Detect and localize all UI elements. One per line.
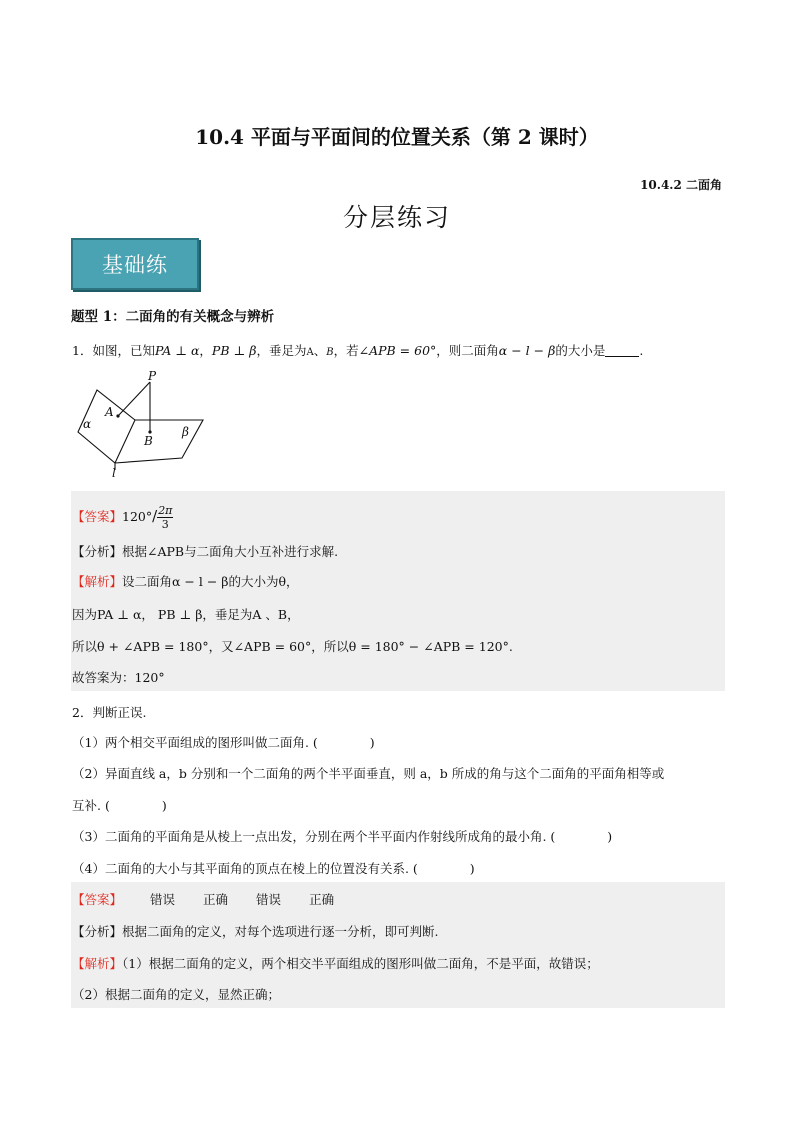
answer-2-2: 正确 [203,892,229,907]
answer-1-line: 【答案】120°/ $\frac{2\pi}{3}$ [72,504,173,531]
question-2-item-2a: （2）异面直线 a，b 分别和一个二面角的两个半平面垂直，则 a，b 所成的角与这个二面角的平面角相等或 [72,766,665,781]
answer-blank [605,344,639,357]
level-badge: 基础练 [71,238,199,290]
question-2-item-1: （1）两个相交平面组成的图形叫做二面角. ( ) [72,735,375,750]
question-2-item-4: （4）二面角的大小与其平面角的顶点在棱上的位置没有关系. ( ) [72,861,475,876]
solution-2-line-2: （2）根据二面角的定义，显然正确； [72,987,280,1002]
segment-pa [118,382,150,416]
dihedral-angle-figure [70,370,210,478]
label-alpha: α [83,417,92,431]
analysis-2: 【分析】根据二面角的定义，对每个选项进行逐一分析，即可判断. [72,924,439,939]
solution-1-line-2: 因为PA ⊥ α， PB ⊥ β，垂足为A 、B， [72,607,300,622]
question-1: 1．如图，已知PA ⊥ α，PB ⊥ β，垂足为A、B，若∠APB = 60°，则二面角α − l − β的大小是 . [72,343,644,358]
answer-2-3: 错误 [256,892,282,907]
label-a: A [105,405,114,419]
section-heading: 分层练习 [342,203,451,232]
label-p: P [148,370,157,383]
solution-1-line-4: 故答案为：120° [72,670,165,685]
solution-2-line-1: 【解析】（1）根据二面角的定义，两个相交半平面组成的图形叫做二面角，不是平面，故错误； [72,956,599,971]
solution-1-line-3: 所以θ + ∠APB = 180°，又∠APB = 60°，所以θ = 180° − ∠APB = 120°. [72,639,513,654]
subsection-label: 10.4.2 二面角 [640,178,722,192]
solution-1-line-1: 【解析】设二面角α − l − β的大小为θ， [72,574,299,589]
answer-tag: 【答案】 [72,509,123,524]
label-b: B [144,434,153,448]
answer-fraction: $\frac{2\pi}{3}$ [158,504,173,531]
label-beta: β [182,425,189,439]
question-type-heading: 题型 1：二面角的有关概念与辨析 [71,309,275,325]
question-2-item-2b: 互补. ( ) [72,798,167,813]
question-2-item-3: （3）二面角的平面角是从棱上一点出发，分别在两个半平面内作射线所成角的最小角. ( ) [72,829,613,844]
answer-2-line: 【答案】 错误 正确 错误 正确 [72,892,335,907]
plane-beta-outline [115,420,203,463]
label-l: l [112,466,116,478]
point-a-dot [116,414,119,417]
question-2-stem: 2．判断正误. [72,705,147,720]
solution-tag: 【解析】 [72,574,123,589]
answer-2-4: 正确 [309,892,335,907]
analysis-1: 【分析】根据∠APB与二面角大小互补进行求解. [72,544,339,559]
document-title: 10.4 平面与平面间的位置关系（第 2 课时） [195,125,599,149]
answer-2-1: 错误 [150,892,176,907]
